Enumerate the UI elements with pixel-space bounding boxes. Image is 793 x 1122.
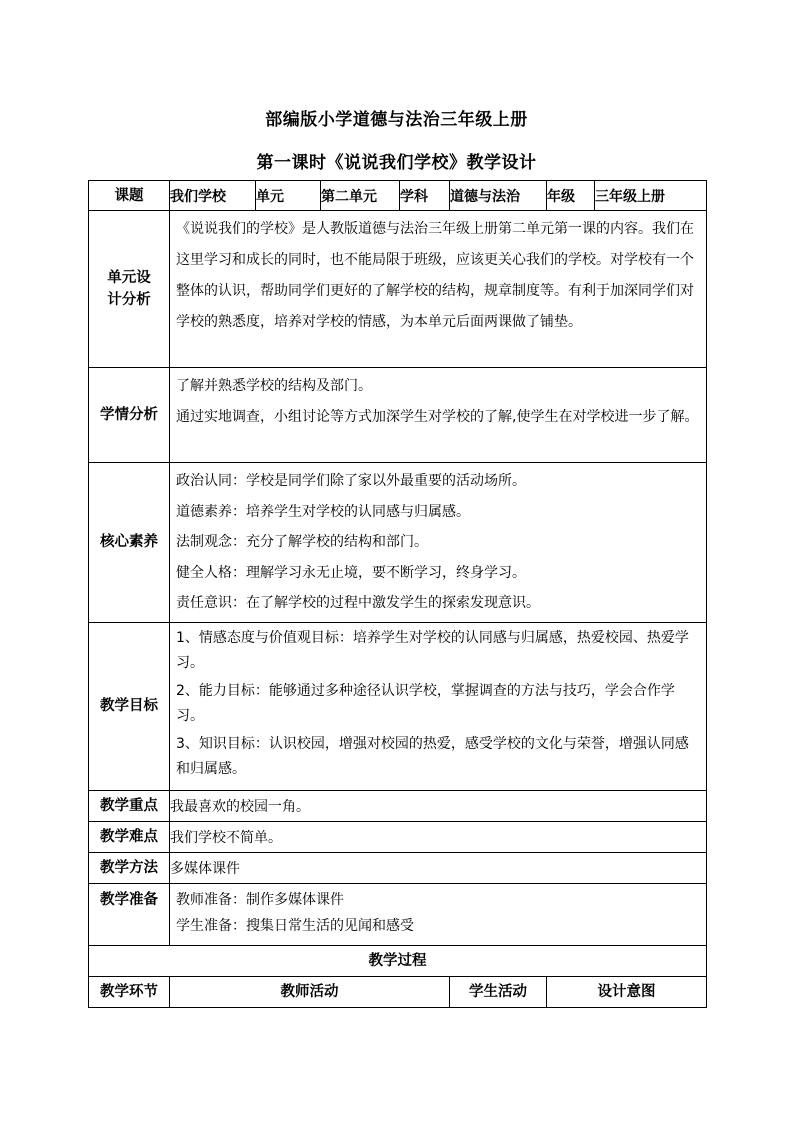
core-literacy-content: [170, 463, 707, 623]
teaching-goal-item: 3、知识目标：认识校园，增强对校园的热爱，感受学校的文化与荣誉，增强认同感和归属感。: [176, 735, 689, 777]
key-point-label: 教学重点: [89, 790, 170, 821]
core-literacy-item: 责任意识：在了解学校的过程中激发学生的探索发现意识。: [176, 595, 540, 611]
unit-analysis-label: 单元设计分析: [89, 211, 170, 368]
teaching-goals-content: [170, 622, 707, 790]
difficulty-row: [89, 821, 707, 852]
core-literacy-item: 法制观念：充分了解学校的结构和部门。: [176, 534, 428, 550]
subject-label: 学科: [400, 181, 450, 211]
teaching-goals-row: [89, 622, 707, 790]
difficulty-value: 我们学校不简单。: [170, 821, 707, 852]
core-literacy-row: [89, 463, 707, 623]
preparation-label: 教学准备: [89, 883, 170, 945]
method-label: 教学方法: [89, 852, 170, 883]
teaching-goal-item: 1、情感态度与价值观目标：培养学生对学校的认同感与归属感，热爱校园、热爱学习。: [176, 629, 689, 671]
key-point-value: 我最喜欢的校园一角。: [170, 790, 707, 821]
unit-label: 单元: [256, 181, 321, 211]
core-literacy-label: 核心素养: [89, 463, 170, 623]
unit-analysis-row: [89, 211, 707, 368]
student-analysis-content: [170, 368, 707, 463]
teaching-goals-label: 教学目标: [89, 622, 170, 790]
header-row: [89, 181, 707, 211]
unit-analysis-paragraph: 《说说我们的学校》是人教版道德与法治三年级上册第二单元第一课的内容。我们在这里学习和成长的同时，也不能局限于班级，应该更关心我们的学校。对学校有一个整体的认识，帮助同学们更好的了解学校的结构，规章制度等。有利于加深同学们对学校的熟悉度，培养对学校的情感，为本单元后面两课做了铺垫。: [176, 221, 694, 330]
process-column-header: 学生活动: [450, 976, 547, 1007]
process-heading-row: [89, 945, 707, 976]
process-column-header: 教师活动: [170, 976, 450, 1007]
process-column-header: 设计意图: [547, 976, 707, 1007]
process-column-header: 教学环节: [89, 976, 170, 1007]
document-title: 部编版小学道德与法治三年级上册: [265, 110, 528, 130]
method-value: 多媒体课件: [170, 852, 707, 883]
difficulty-label: 教学难点: [89, 821, 170, 852]
document-subtitle: 第一课时《说说我们学校》教学设计: [256, 153, 537, 173]
student-analysis-paragraph: 通过实地调查，小组讨论等方式加深学生对学校的了解,使学生在对学校进一步了解。: [176, 408, 699, 425]
preparation-item: 学生准备：搜集日常生活的见闻和感受: [176, 917, 414, 934]
preparation-row: [89, 883, 707, 945]
process-heading: 教学过程: [89, 945, 707, 976]
topic-label: 课题: [89, 181, 170, 211]
preparation-item: 教师准备：制作多媒体课件: [176, 891, 344, 908]
student-analysis-label: 学情分析: [89, 368, 170, 463]
grade-value: 三年级上册: [595, 181, 707, 211]
process-columns-row: [89, 976, 707, 1007]
grade-label: 年级: [547, 181, 595, 211]
student-analysis-row: [89, 368, 707, 463]
unit-value: 第二单元: [321, 181, 400, 211]
core-literacy-item: 政治认同：学校是同学们除了家以外最重要的活动场所。: [176, 473, 526, 489]
unit-analysis-content: [170, 211, 707, 368]
student-analysis-paragraph: 了解并熟悉学校的结构及部门。: [176, 378, 372, 394]
teaching-goal-item: 2、能力目标：能够通过多种途径认识学校，掌握调查的方法与技巧，学会合作学习。: [176, 682, 675, 724]
method-row: [89, 852, 707, 883]
subject-value: 道德与法治: [450, 181, 547, 211]
topic-value: 我们学校: [170, 181, 256, 211]
key-point-row: [89, 790, 707, 821]
core-literacy-item: 健全人格：理解学习永无止境，要不断学习，终身学习。: [176, 564, 526, 581]
core-literacy-item: 道德素养：培养学生对学校的认同感与归属感。: [176, 503, 470, 520]
preparation-content: [170, 883, 707, 945]
lesson-plan-table: [88, 180, 707, 1008]
